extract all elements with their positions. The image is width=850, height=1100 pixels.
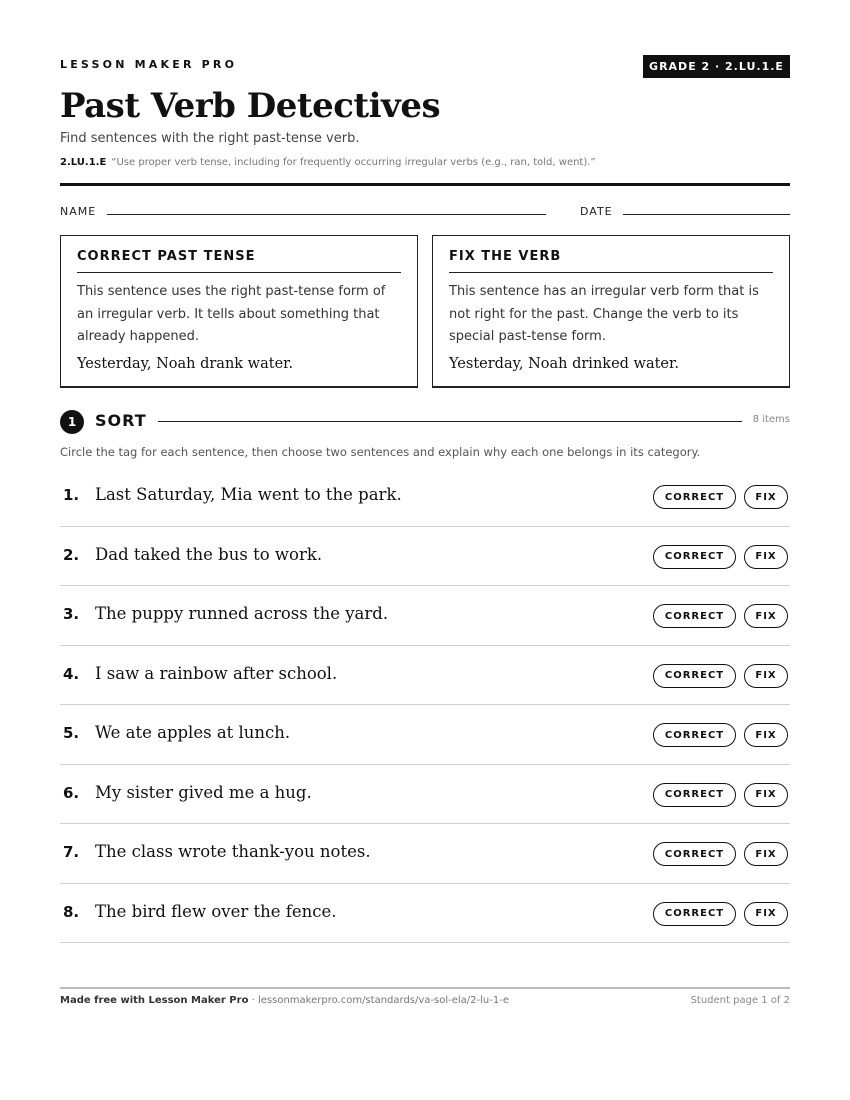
standard-code: 2.LU.1.E: [60, 157, 107, 168]
item-number: 8.: [63, 902, 80, 921]
section-title: SORT: [95, 411, 147, 430]
standard-line: [60, 157, 596, 168]
fix-tag[interactable]: FIX: [744, 485, 788, 509]
grade-badge: GRADE 2 · 2.LU.1.E: [643, 55, 790, 78]
item-sentence: The bird flew over the fence.: [95, 901, 337, 921]
card-description: This sentence has an irregular verb form that is not right for the past. Change the verb to its special past-tense form.: [449, 284, 759, 344]
item-sentence: My sister gived me a hug.: [95, 782, 312, 802]
list-item: [60, 705, 790, 765]
item-number: 1.: [63, 486, 80, 504]
date-label: DATE: [580, 205, 613, 218]
item-sentence: The puppy runned across the yard.: [95, 604, 389, 623]
category-card-fix: [432, 235, 790, 388]
fix-tag[interactable]: FIX: [744, 723, 788, 747]
list-item: [60, 646, 790, 706]
page-title: Past Verb Detectives: [60, 86, 441, 126]
item-sentence: Last Saturday, Mia went to the park.: [95, 485, 402, 504]
list-item: [60, 884, 790, 944]
name-field[interactable]: [107, 214, 546, 215]
page-subtitle: Find sentences with the right past-tense verb.: [60, 131, 360, 146]
category-card-correct: [60, 235, 418, 388]
fix-tag[interactable]: FIX: [744, 664, 788, 688]
correct-tag[interactable]: CORRECT: [653, 783, 736, 807]
item-sentence: I saw a rainbow after school.: [95, 663, 338, 683]
correct-tag[interactable]: CORRECT: [653, 902, 736, 926]
footer-made-with: Made free with Lesson Maker Pro: [60, 995, 249, 1006]
item-number: 3.: [63, 605, 80, 623]
item-number: 6.: [63, 783, 80, 802]
correct-tag[interactable]: CORRECT: [653, 485, 736, 509]
item-number: 5.: [63, 724, 80, 742]
section-number-badge: 1: [60, 410, 84, 434]
item-number: 2.: [63, 545, 80, 564]
list-item: [60, 824, 790, 884]
card-title: FIX THE VERB: [449, 249, 773, 273]
footer-divider: [60, 987, 790, 989]
name-label: NAME: [60, 205, 97, 218]
brand-name: LESSON MAKER PRO: [60, 58, 238, 71]
section-instructions: Circle the tag for each sentence, then choose two sentences and explain why each one belongs in its category.: [60, 445, 701, 459]
standard-text: “Use proper verb tense, including for frequently occurring irregular verbs (e.g., ran, told, went).”: [111, 157, 596, 168]
correct-tag[interactable]: CORRECT: [653, 604, 736, 628]
sentence-list: [60, 467, 790, 943]
card-example: Yesterday, Noah drinked water.: [449, 355, 679, 372]
fix-tag[interactable]: FIX: [744, 842, 788, 866]
fix-tag[interactable]: FIX: [744, 783, 788, 807]
card-description: This sentence uses the right past-tense form of an irregular verb. It tells about something that already happened.: [77, 284, 386, 344]
card-title: CORRECT PAST TENSE: [77, 249, 401, 273]
item-sentence: We ate apples at lunch.: [95, 723, 291, 742]
item-number: 4.: [63, 664, 80, 683]
correct-tag[interactable]: CORRECT: [653, 664, 736, 688]
item-sentence: The class wrote thank-you notes.: [95, 842, 371, 861]
footer-url[interactable]: · lessonmakerpro.com/standards/va-sol-ela/2-lu-1-e: [248, 995, 509, 1006]
fix-tag[interactable]: FIX: [744, 902, 788, 926]
list-item: [60, 467, 790, 527]
list-item: [60, 586, 790, 646]
date-field[interactable]: [623, 214, 790, 215]
item-number: 7.: [63, 843, 80, 861]
footer-page-number: Student page 1 of 2: [690, 995, 790, 1006]
correct-tag[interactable]: CORRECT: [653, 545, 736, 569]
item-sentence: Dad taked the bus to work.: [95, 544, 323, 564]
footer-credit: [60, 995, 509, 1006]
fix-tag[interactable]: FIX: [744, 545, 788, 569]
fix-tag[interactable]: FIX: [744, 604, 788, 628]
list-item: [60, 527, 790, 587]
list-item: [60, 765, 790, 825]
section-divider: [158, 421, 742, 422]
section-item-count: 8 items: [752, 414, 790, 425]
correct-tag[interactable]: CORRECT: [653, 842, 736, 866]
header-divider: [60, 183, 790, 186]
correct-tag[interactable]: CORRECT: [653, 723, 736, 747]
card-example: Yesterday, Noah drank water.: [77, 355, 294, 372]
